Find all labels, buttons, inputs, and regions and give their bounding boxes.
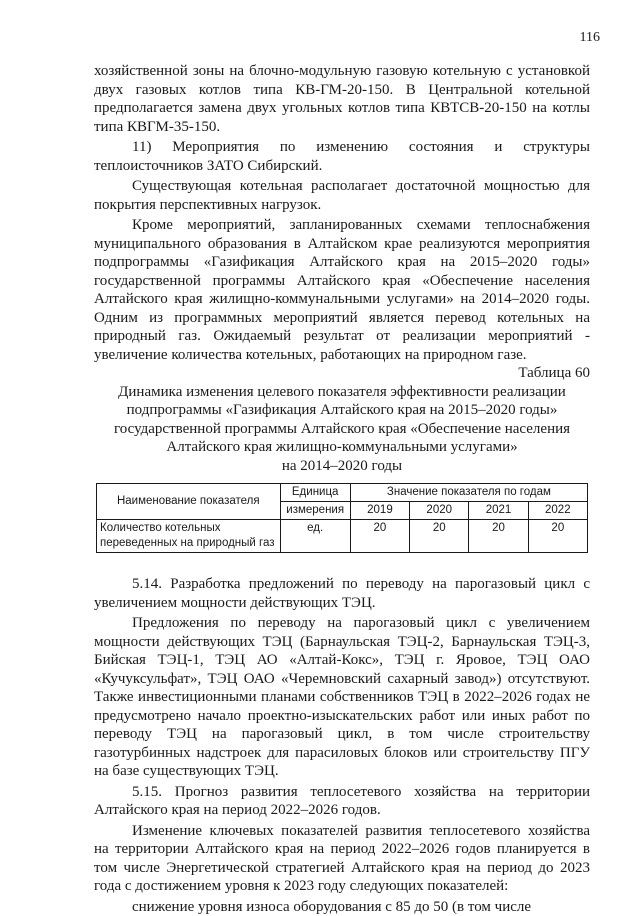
paragraph: Изменение ключевых показателей развития теплосетевого хозяйства на территории Алтайского края на период 2022–2026 годов планируется в том числе Энергетической стратегией Алтайского края на период до 2023 года с достижением уровня к 2023 году следующих показателей: (94, 822, 590, 896)
table-title-line: подпрограммы «Газификация Алтайского края на 2015–2020 годы» (94, 401, 590, 420)
header-year: 2021 (469, 502, 528, 520)
value-cell: 20 (350, 520, 409, 553)
paragraph: Предложения по переводу на парогазовый цикл с увеличением мощности действующих ТЭЦ (Барнаульская ТЭЦ-2, Барнаульская ТЭЦ-3, Бийская ТЭЦ-1, ТЭЦ АО «Алтай-Кокс», ТЭЦ г. Яровое, ТЭЦ ОАО «Кучуксульфат», ТЭЦ ОАО «Черемновский сахарный завод») отсутствуют. Также инвестиционными планами собственников ТЭЦ в 2022–2026 годах не предусмотрено начало проектно-изыскательских работ или иных работ по переводу ТЭЦ на парогазовый цикл, в том числе строительству газотурбинных надстроек для парасиловых блоков или строительству ПГУ на базе существующих ТЭЦ. (94, 614, 590, 781)
paragraph: снижение уровня износа оборудования с 85 до 50 (в том числе (94, 898, 590, 916)
table-title (94, 383, 590, 476)
page-number: 116 (560, 30, 600, 46)
header-unit-measure: измерения (280, 502, 350, 520)
document-body (94, 62, 590, 916)
paragraph: Кроме мероприятий, запланированных схемами теплоснабжения муниципального образования в Алтайском крае реализуются мероприятия подпрограммы «Газификация Алтайского края на 2015–2020 годы» государственной программы Алтайского края «Обеспечение населения Алтайского края жилищно-коммунальными услугами» на 2014–2020 годы. Одним из программных мероприятий является перевод котельных на природный газ. Ожидаемый результат от реализации мероприятий - увеличение количества котельных, работающих на природном газе. (94, 216, 590, 364)
indicator-name-cell (97, 520, 281, 553)
header-year: 2020 (410, 502, 469, 520)
header-unit: Единица (280, 484, 350, 502)
header-values-by-year: Значение показателя по годам (350, 484, 587, 502)
table-title-line: Динамика изменения целевого показателя эффективности реализации (94, 383, 590, 402)
table-row (97, 520, 588, 553)
indicator-name-line: переведенных на природный газ (100, 536, 277, 551)
paragraph: хозяйственной зоны на блочно-модульную газовую котельную с установкой двух газовых котлов типа КВ-ГМ-20-150. В Центральной котельной предполагается замена двух угольных котлов типа КВТСВ-20-150 на котлы типа КВГМ-35-150. (94, 62, 590, 136)
table-title-line: Алтайского края жилищно-коммунальными услугами» (94, 438, 590, 457)
spacer (94, 553, 590, 575)
value-cell: 20 (469, 520, 528, 553)
table-title-line: на 2014–2020 годы (94, 457, 590, 476)
paragraph: 5.15. Прогноз развития теплосетевого хозяйства на территории Алтайского края на период 2022–2026 годов. (94, 783, 590, 820)
header-year: 2019 (350, 502, 409, 520)
header-year: 2022 (528, 502, 587, 520)
table-header-row (97, 484, 588, 502)
paragraph: 5.14. Разработка предложений по переводу на парогазовый цикл с увеличением мощности действующих ТЭЦ. (94, 575, 590, 612)
indicator-name-line: Количество котельных (100, 521, 277, 536)
indicator-table (96, 483, 588, 553)
value-cell: 20 (410, 520, 469, 553)
table-label: Таблица 60 (94, 364, 590, 383)
value-cell: 20 (528, 520, 587, 553)
unit-cell: ед. (280, 520, 350, 553)
header-indicator-name: Наименование показателя (97, 484, 281, 520)
table-title-line: государственной программы Алтайского края «Обеспечение населения (94, 420, 590, 439)
paragraph: Существующая котельная располагает достаточной мощностью для покрытия перспективных нагрузок. (94, 177, 590, 214)
paragraph: 11) Мероприятия по изменению состояния и структуры теплоисточников ЗАТО Сибирский. (94, 138, 590, 175)
